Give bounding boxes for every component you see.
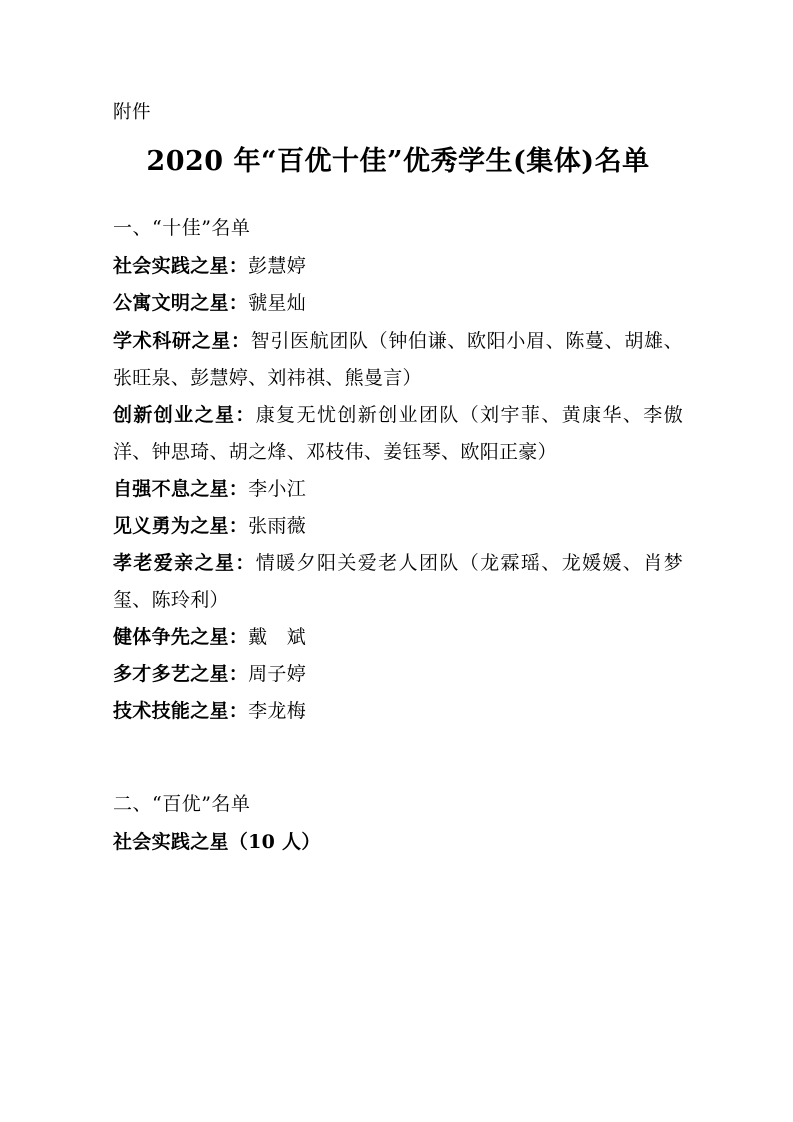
star-names: 李小江 <box>248 477 307 500</box>
star-label: 见义勇为之星： <box>113 514 249 537</box>
star-names: 情暖夕阳关爱老人团队（龙霖瑶、龙媛媛、肖梦玺、陈玲利） <box>113 551 683 611</box>
star-label: 创新创业之星： <box>113 403 256 426</box>
list-item <box>113 323 683 397</box>
star-label: 多才多艺之星： <box>113 662 249 685</box>
star-label: 学术科研之星： <box>113 329 251 352</box>
list-item <box>113 508 683 545</box>
star-names: 周子婷 <box>248 662 307 685</box>
star-label: 社会实践之星： <box>113 255 249 278</box>
list-item <box>113 248 683 285</box>
star-names: 智引医航团队（钟伯谦、欧阳小眉、陈蔓、胡雄、张旺泉、彭慧婷、刘祎祺、熊曼言） <box>113 329 683 389</box>
star-label: 孝老爱亲之星： <box>113 551 256 574</box>
star-names: 李龙梅 <box>248 699 307 722</box>
attachment-label: 附件 <box>113 102 152 123</box>
star-label: 公寓文明之星： <box>113 292 249 315</box>
star-names: 彭慧婷 <box>248 255 307 278</box>
star-names: 张雨薇 <box>248 514 307 537</box>
star-label: 健体争先之星： <box>113 625 249 648</box>
section-spacer <box>113 730 683 756</box>
list-item <box>113 619 683 656</box>
list-item <box>113 471 683 508</box>
list-item <box>113 545 683 619</box>
star-label: 技术技能之星： <box>113 699 249 722</box>
section-heading-baiyou: 二、“百优”名单 <box>113 793 251 816</box>
list-item <box>113 693 683 730</box>
baiyou-category-shehui-shijian: 社会实践之星（10 人） <box>113 831 321 854</box>
star-label: 自强不息之星： <box>113 477 249 500</box>
star-names: 康复无忧创新创业团队（刘宇菲、黄康华、李傲洋、钟思琦、胡之烽、邓枝伟、姜钰琴、欧阳正豪） <box>113 403 683 463</box>
star-names: 虢星灿 <box>248 292 307 315</box>
section-heading-shijia: 一、“十佳”名单 <box>113 217 251 240</box>
page-title: 2020 年“百优十佳”优秀学生(集体)名单 <box>146 145 650 177</box>
list-item <box>113 285 683 322</box>
list-item <box>113 397 683 471</box>
star-names: 戴 斌 <box>248 625 307 648</box>
list-item <box>113 656 683 693</box>
